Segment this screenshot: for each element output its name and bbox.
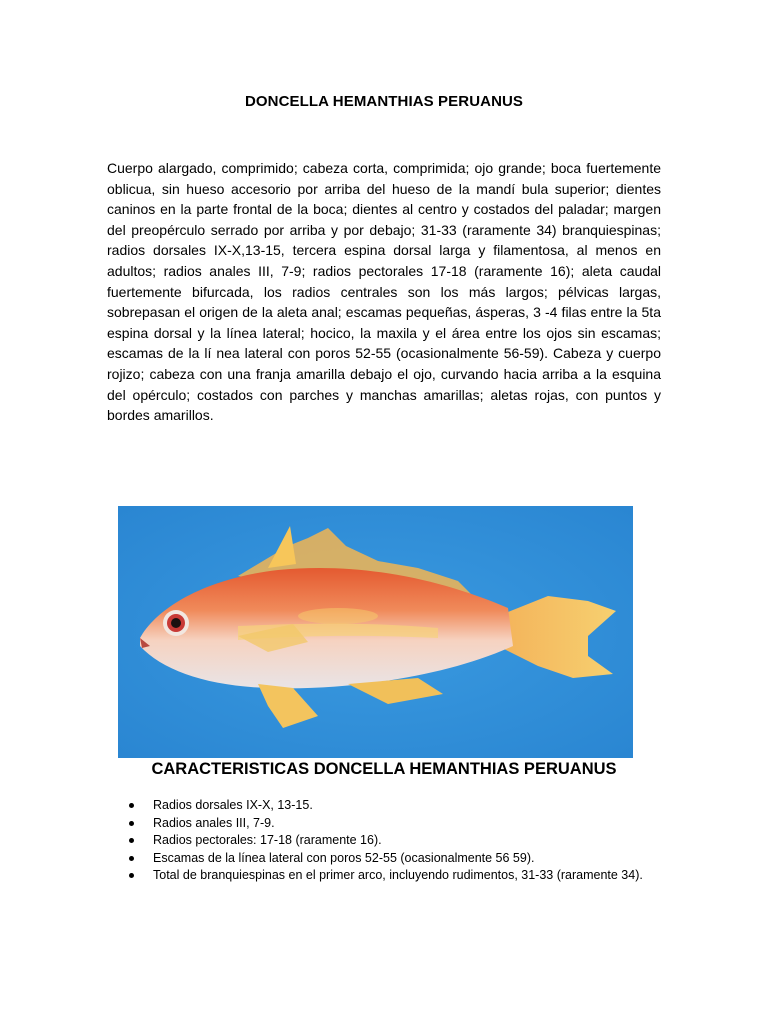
list-item (153, 797, 661, 815)
bullet-icon (129, 838, 134, 843)
bullet-icon (129, 856, 134, 861)
list-item (153, 867, 661, 885)
features-list (153, 797, 661, 885)
features-heading: CARACTERISTICAS DONCELLA HEMANTHIAS PERUANUS (151, 760, 617, 778)
list-item-text: Radios dorsales IX-X, 13-15. (153, 798, 313, 812)
list-item (153, 850, 553, 868)
list-item-text: Radios pectorales: 17-18 (raramente 16). (153, 833, 382, 847)
list-item-text: Total de branquiespinas en el primer arco, incluyendo rudimentos, 31-33 (raramente 34). (153, 868, 643, 882)
page-title: DONCELLA HEMANTHIAS PERUANUS (244, 93, 524, 110)
description-paragraph: Cuerpo alargado, comprimido; cabeza corta, comprimida; ojo grande; boca fuertemente oblicua, sin hueso accesorio por arriba del hueso de la mandí bula superior; dientes caninos en la parte frontal de la boca; dientes al centro y costados del paladar; margen del preopérculo serrado por arriba y por debajo; 31-33 (raramente 34) branquiespinas; radios dorsales IX-X,13-15, tercera espina dorsal larga y filamentosa, al menos en adultos; radios anales III, 7-9; radios pectorales 17-18 (raramente 16); aleta caudal fuertemente bifurcada, los radios centrales son los más largos; pélvicas largas, sobrepasan el origen de la aleta anal; escamas pequeñas, ásperas, 3 -4 filas entre la 5ta espina dorsal y la línea lateral; hocico, la maxila y el área entre los ojos sin escamas; escamas de la lí nea lateral con poros 52-55 (ocasionalmente 56-59). Cabeza y cuerpo rojizo; cabeza con una franja amarilla debajo el ojo, curvando hacia arriba a la esquina del opérculo; costados con parches y manchas amarillas; aletas rojas, con puntos y bordes amarillos. (107, 160, 661, 424)
list-item-text: Escamas de la línea lateral con poros 52-55 (ocasionalmente 56 59). (153, 850, 535, 865)
list-item (153, 832, 661, 850)
fish-photo (118, 506, 633, 758)
bullet-icon (129, 873, 134, 878)
bullet-icon (129, 803, 134, 808)
bullet-icon (129, 821, 134, 826)
list-item-text: Radios anales III, 7-9. (153, 815, 275, 830)
list-item (153, 815, 661, 833)
